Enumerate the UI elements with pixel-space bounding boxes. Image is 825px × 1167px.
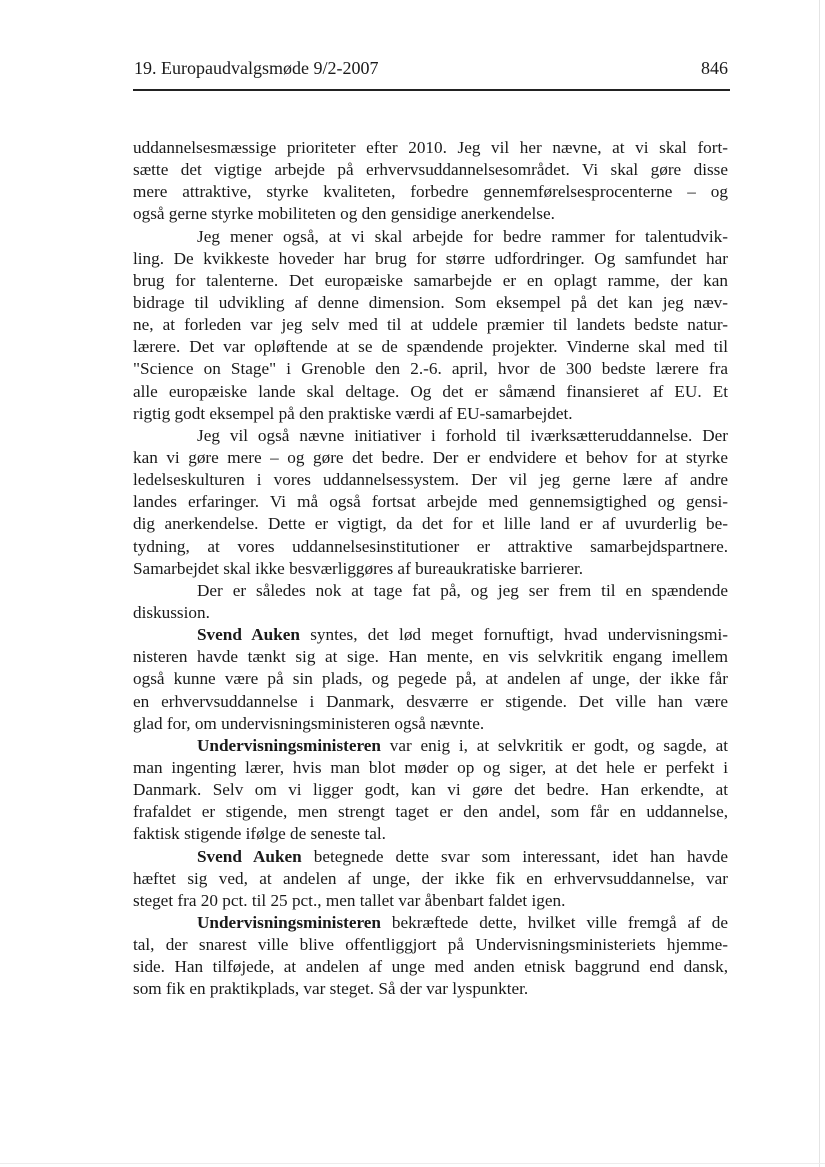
- line-text: Jeg vil også nævne initiativer i forhold til iværksætteruddannelse. Der: [197, 425, 728, 445]
- speaker-name: Undervisningsministeren: [197, 912, 381, 932]
- header-title: 19. Europaudvalgsmøde 9/2-2007: [134, 58, 379, 78]
- text-line: [133, 646, 728, 668]
- line-text: hæftet sig ved, at andelen af unge, der ikke fik en erhvervsuddannelse, var: [133, 868, 728, 888]
- line-text: alle europæiske lande skal deltage. Og det er såmænd finansieret af EU. Et: [133, 381, 728, 401]
- header-rule: [133, 89, 730, 91]
- line-text: frafaldet er stigende, men strengt taget er den andel, som får en uddannelse,: [133, 802, 728, 822]
- text-line: [133, 203, 728, 225]
- line-text: glad for, om undervisningsministeren også nævnte.: [133, 713, 485, 733]
- text-line: [133, 624, 728, 646]
- text-line: [133, 358, 728, 380]
- paragraph: [133, 425, 728, 580]
- text-line: [133, 868, 728, 890]
- paragraph: [133, 137, 728, 226]
- text-line: [133, 823, 728, 845]
- text-line: [133, 314, 728, 336]
- text-line: [133, 226, 728, 248]
- line-text: Samarbejdet skal ikke besværliggøres af bureaukratiske barrierer.: [133, 558, 584, 578]
- text-line: [133, 513, 728, 535]
- speaker-name: Undervisningsministeren: [197, 735, 381, 755]
- line-text: bidrage til udvikling af denne dimension. Som eksempel på det kan jeg næv-: [133, 292, 728, 312]
- text-line: [133, 447, 728, 469]
- page-number: 846: [701, 58, 728, 78]
- text-line: [133, 181, 728, 203]
- speaker-name: Svend Auken: [197, 625, 300, 645]
- text-line: [133, 159, 728, 181]
- line-text: rigtig godt eksempel på den praktiske værdi af EU-samarbejdet.: [133, 403, 573, 423]
- text-line: [133, 735, 728, 757]
- line-text: kan vi gøre mere – og gøre det bedre. Der er endvidere et behov for at styrke: [133, 447, 728, 467]
- line-text: ling. De kvikkeste hoveder har brug for større udfordringer. Og samfundet har: [133, 248, 728, 268]
- text-line: [133, 956, 728, 978]
- line-text: Danmark. Selv om vi ligger godt, kan vi gøre det bedre. Han erkendte, at: [133, 780, 728, 800]
- paragraph: [133, 580, 728, 624]
- line-text: nisteren havde tænkt sig at sige. Han mente, en vis selvkritik engang imellem: [133, 647, 728, 667]
- line-text: syntes, det lød meget fornuftigt, hvad undervisningsmi-: [299, 625, 728, 645]
- text-line: [133, 536, 728, 558]
- text-line: [133, 403, 728, 425]
- text-line: [133, 912, 728, 934]
- paragraph: [133, 226, 728, 425]
- document-body: [133, 137, 728, 1000]
- text-line: [133, 978, 728, 1000]
- scan-edge: [819, 0, 820, 1167]
- text-line: [133, 602, 728, 624]
- text-line: [133, 558, 728, 580]
- line-text: tydning, at vores uddannelsesinstitutioner er attraktive samarbejdspartnere.: [133, 536, 728, 556]
- paragraph: [133, 624, 728, 735]
- line-text: side. Han tilføjede, at andelen af unge med anden etnisk baggrund end dansk,: [133, 957, 728, 977]
- text-line: [133, 934, 728, 956]
- paragraph: [133, 846, 728, 912]
- text-line: [133, 292, 728, 314]
- text-line: [133, 691, 728, 713]
- line-text: var enig i, at selvkritik er godt, og sagde, at: [381, 735, 728, 755]
- text-line: [133, 248, 728, 270]
- scan-bottom-edge: [0, 1163, 825, 1164]
- line-text: mere attraktive, styrke kvaliteten, forbedre gennemførelsesprocenterne – og: [133, 182, 728, 202]
- text-line: [133, 668, 728, 690]
- line-text: også kunne være på sin plads, og pegede på, at andelen af unge, der ikke får: [133, 669, 728, 689]
- line-text: lærere. Det var opløftende at se de spændende projekter. Vinderne skal med til: [133, 337, 728, 357]
- text-line: [133, 757, 728, 779]
- line-text: bekræftede dette, hvilket ville fremgå af de: [381, 912, 728, 932]
- line-text: landes erfaringer. Vi må også fortsat arbejde med gennemsigtighed og gensi-: [133, 492, 728, 512]
- text-line: [133, 469, 728, 491]
- line-text: en erhvervsuddannelse i Danmark, desværre er stigende. Det ville han være: [133, 691, 728, 711]
- text-line: [133, 491, 728, 513]
- text-line: [133, 713, 728, 735]
- text-line: [133, 779, 728, 801]
- paragraph: [133, 735, 728, 846]
- paragraph: [133, 912, 728, 1001]
- text-line: [133, 890, 728, 912]
- text-line: [133, 137, 728, 159]
- text-line: [133, 846, 728, 868]
- text-line: [133, 801, 728, 823]
- line-text: dig anerkendelse. Dette er vigtigt, da det for et lille land er af uvurderlig be-: [133, 514, 728, 534]
- line-text: ledelseskulturen i vores uddannelsessystem. Der vil jeg gerne lære af andre: [133, 470, 728, 490]
- line-text: betegnede dette svar som interessant, idet han havde: [301, 846, 728, 866]
- line-text: Der er således nok at tage fat på, og jeg ser frem til en spændende: [197, 580, 728, 600]
- line-text: "Science on Stage" i Grenoble den 2.-6. april, hvor de 300 bedste lærere fra: [133, 359, 728, 379]
- line-text: også gerne styrke mobiliteten og den gensidige anerkendelse.: [133, 204, 555, 224]
- text-line: [133, 425, 728, 447]
- line-text: man ingenting lærer, hvis man blot møder op og siger, at det hele er perfekt i: [133, 757, 728, 777]
- line-text: uddannelsesmæssige prioriteter efter 2010. Jeg vil her nævne, at vi skal fort-: [133, 138, 728, 157]
- line-text: ne, at forleden var jeg selv med til at uddele præmier til landets bedste natur-: [133, 315, 728, 335]
- line-text: Jeg mener også, at vi skal arbejde for bedre rammer for talentudvik-: [197, 226, 728, 246]
- text-line: [133, 381, 728, 403]
- line-text: sætte det vigtige arbejde på erhvervsuddannelsesområdet. Vi skal gøre disse: [133, 160, 728, 180]
- text-line: [133, 270, 728, 292]
- line-text: som fik en praktikplads, var steget. Så der var lyspunkter.: [133, 979, 529, 999]
- line-text: brug for talenterne. Det europæiske samarbejde er en oplagt ramme, der kan: [133, 270, 728, 290]
- line-text: steget fra 20 pct. til 25 pct., men tallet var åbenbart faldet igen.: [133, 890, 566, 910]
- line-text: diskussion.: [133, 602, 210, 622]
- text-line: [133, 336, 728, 358]
- line-text: tal, der snarest ville blive offentliggjort på Undervisningsministeriets hjemme-: [133, 935, 728, 955]
- speaker-name: Svend Auken: [197, 846, 302, 866]
- line-text: faktisk stigende ifølge de seneste tal.: [133, 824, 386, 844]
- text-line: [133, 580, 728, 602]
